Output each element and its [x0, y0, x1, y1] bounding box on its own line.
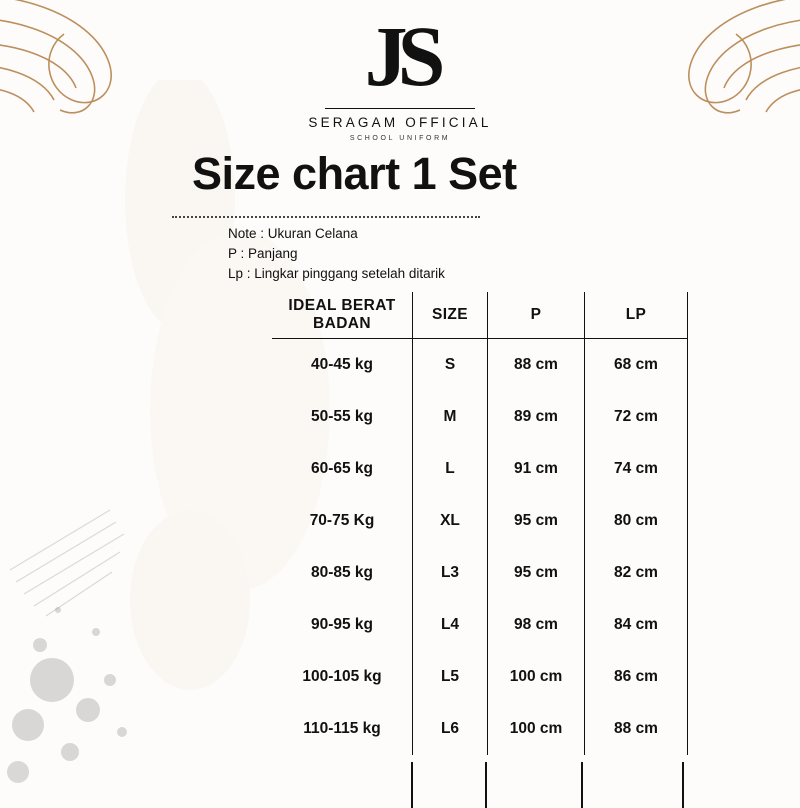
table-column-rule-extensions: [272, 762, 684, 808]
decorative-splatter-bottom-left: [0, 380, 230, 800]
cell-weight: 60-65 kg: [310, 460, 374, 477]
page-title: Size chart 1 Set: [192, 148, 517, 199]
cell-p: 100 cm: [488, 651, 585, 703]
column-rule-end: [682, 762, 684, 808]
brand-tagline: SCHOOL UNIFORM: [349, 135, 451, 142]
cell-lp: 86 cm: [585, 651, 688, 703]
cell-weight: 50-55 kg: [310, 408, 374, 425]
cell-p: 98 cm: [488, 599, 585, 651]
cell-size: L: [413, 443, 488, 495]
table-row: [272, 339, 688, 392]
cell-size: L4: [413, 599, 488, 651]
note-line-3: Lp : Lingkar pinggang setelah ditarik: [228, 266, 445, 281]
cell-size: XL: [413, 495, 488, 547]
cell-p: 95 cm: [488, 495, 585, 547]
table-row: [272, 391, 688, 443]
column-rule-size: [411, 762, 413, 808]
table-row: [272, 547, 688, 599]
column-header-lp: LP: [585, 292, 688, 339]
column-header-ideal-weight-line2: BADAN: [313, 315, 371, 332]
cell-size: S: [413, 339, 488, 392]
size-chart-table: [272, 292, 688, 755]
column-header-size: SIZE: [413, 292, 488, 339]
cell-lp: 72 cm: [585, 391, 688, 443]
logo-monogram: JS: [364, 8, 436, 104]
table-row: [272, 651, 688, 703]
cell-weight: 100-105 kg: [302, 668, 382, 685]
column-header-p: P: [488, 292, 585, 339]
column-rule-p: [485, 762, 487, 808]
note-line-2: P : Panjang: [228, 246, 298, 261]
cell-weight: 70-75 Kg: [309, 512, 375, 529]
cell-lp: 80 cm: [585, 495, 688, 547]
title-dotted-divider: [172, 216, 480, 218]
cell-p: 95 cm: [488, 547, 585, 599]
table-row: [272, 703, 688, 755]
cell-p: 88 cm: [488, 339, 585, 392]
cell-size: L3: [413, 547, 488, 599]
cell-weight: 110-115 kg: [303, 720, 381, 737]
table-row: [272, 443, 688, 495]
table-row: [272, 495, 688, 547]
table-body: [272, 339, 688, 756]
cell-size: M: [413, 391, 488, 443]
cell-size: L5: [413, 651, 488, 703]
cell-p: 100 cm: [488, 703, 585, 755]
table-row: [272, 599, 688, 651]
cell-lp: 82 cm: [585, 547, 688, 599]
column-header-ideal-weight: [272, 292, 413, 339]
cell-weight: 80-85 kg: [310, 564, 374, 581]
cell-size: L6: [413, 703, 488, 755]
cell-lp: 68 cm: [585, 339, 688, 392]
column-rule-lp: [581, 762, 583, 808]
notes-block: [228, 224, 445, 284]
cell-p: 91 cm: [488, 443, 585, 495]
table-header-row: [272, 292, 688, 339]
cell-weight: 90-95 kg: [310, 616, 374, 633]
cell-p: 89 cm: [488, 391, 585, 443]
cell-lp: 84 cm: [585, 599, 688, 651]
cell-weight: 40-45 kg: [310, 356, 374, 373]
logo-divider: [325, 108, 475, 109]
table-header: [272, 292, 688, 339]
size-chart-table-wrapper: [272, 292, 684, 762]
brand-logo: [0, 8, 800, 142]
column-header-ideal-weight-line1: IDEAL BERAT: [288, 297, 396, 314]
note-line-1: Note : Ukuran Celana: [228, 226, 358, 241]
brand-name: SERAGAM OFFICIAL: [308, 115, 492, 130]
cell-lp: 88 cm: [585, 703, 688, 755]
cell-lp: 74 cm: [585, 443, 688, 495]
